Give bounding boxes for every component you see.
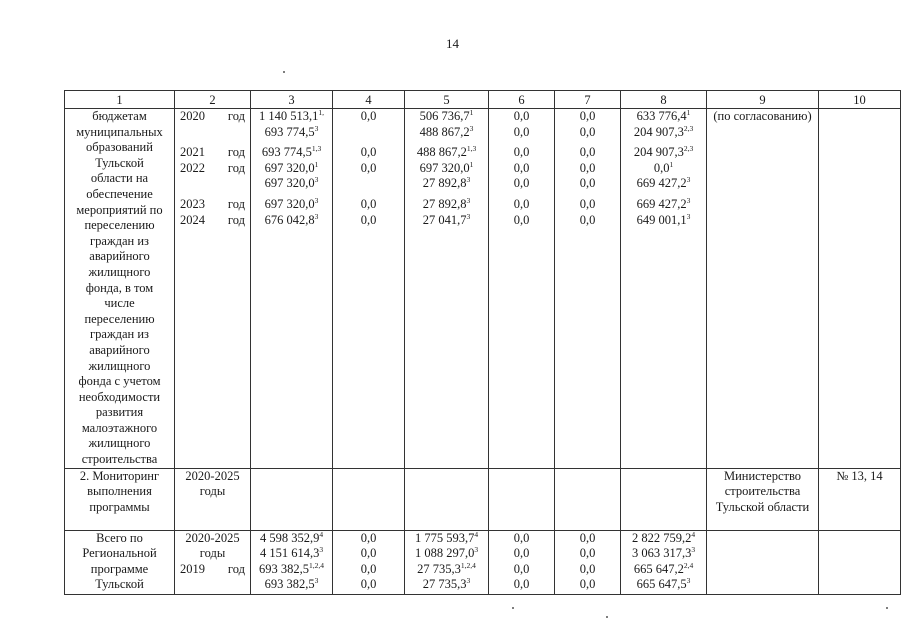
value-line: 3 063 317,3$^3$ <box>631 545 696 561</box>
regional-cell <box>405 109 489 469</box>
value-line: переселению <box>84 311 155 326</box>
value-line: 0,0 <box>579 577 596 592</box>
scan-speck <box>606 616 608 618</box>
header-cell: 4 <box>333 91 405 109</box>
footnote-mark: 3 <box>691 545 696 555</box>
value-line: 0,0 <box>579 196 596 211</box>
year-line: 2022 год <box>180 160 245 175</box>
year-line: 2024 год <box>180 212 245 227</box>
period-unit: годы <box>199 484 226 499</box>
value-line: 0,0 <box>513 109 530 123</box>
value-line: 1 775 593,7$^4$ <box>414 529 479 545</box>
value-line: 0,0 <box>513 160 530 175</box>
value-line: 0,0 <box>360 212 377 227</box>
header-cell: 5 <box>405 91 489 109</box>
value-line: муниципальных <box>76 124 163 139</box>
value-line: 0,0 <box>579 109 596 123</box>
value-line: 27 041,7$^3$ <box>422 211 471 227</box>
year-line: 2019 год <box>180 561 245 576</box>
period-range: 2020-2025 <box>185 530 240 545</box>
header-cell: 2 <box>175 91 251 109</box>
value-line: 0,0 <box>513 561 530 576</box>
value-line: 0,0 <box>360 561 377 576</box>
value-line: граждан из <box>90 233 149 248</box>
footnote-mark: 3 <box>314 576 319 586</box>
scan-speck <box>283 71 285 73</box>
value-line: $0,0^1$ <box>653 159 674 175</box>
value-line: 693 774,5$^3$ <box>264 123 319 139</box>
footnote-mark: 1 <box>469 107 474 117</box>
value-line: 0,0 <box>579 212 596 227</box>
footnote-mark: 1 <box>469 159 474 169</box>
value-line: образований <box>86 140 153 155</box>
description-cell <box>65 109 175 469</box>
header-cell: 6 <box>489 91 555 109</box>
footnote-mark: 1 <box>686 107 691 117</box>
value-line: 4 151 614,3$^3$ <box>259 545 324 561</box>
total-cell <box>251 109 333 469</box>
value-line: 0,0 <box>360 160 377 175</box>
local-cell <box>489 468 555 530</box>
period-cell <box>175 468 251 530</box>
value-line: фонда, в том <box>85 280 154 295</box>
spacer-line <box>336 125 401 141</box>
other-cell <box>555 530 621 594</box>
value-line: 0,0 <box>360 109 377 123</box>
footnote-mark: 4 <box>474 529 479 539</box>
value-line: 27 892,8$^3$ <box>422 175 471 191</box>
value-line: 0,0 <box>513 212 530 227</box>
footnote-mark: 1,3 <box>311 144 322 154</box>
footnote-mark: 4 <box>691 529 696 539</box>
value-line: 204 907,3$^{2,3}$ <box>633 144 694 160</box>
footnote-mark: 3 <box>466 175 471 185</box>
value-line: Тульской <box>95 155 144 170</box>
footnote-mark: 3 <box>314 195 319 205</box>
value-line: 0,0 <box>579 561 596 576</box>
fund-cell <box>621 530 707 594</box>
executor-cell <box>707 530 819 594</box>
value-line: числе <box>104 296 135 311</box>
footnote-mark: 2,4 <box>683 560 694 570</box>
header-cell: 9 <box>707 91 819 109</box>
total-cell <box>251 530 333 594</box>
value-line: 0,0 <box>513 530 530 545</box>
value-line: развития <box>95 405 144 420</box>
footnote-mark: 2,3 <box>683 144 694 154</box>
value-line: 204 907,3$^{2,3}$ <box>633 123 694 139</box>
period-unit: годы <box>199 546 226 561</box>
value-line: 665 647,5$^3$ <box>636 576 691 592</box>
year-line: 2023 год <box>180 196 245 211</box>
value-line: 488 867,2$^3$ <box>419 123 474 139</box>
footnote-mark: 2,3 <box>683 123 694 133</box>
value-line: переселению <box>84 218 155 233</box>
indicator-cell <box>819 530 901 594</box>
scan-speck <box>886 607 888 609</box>
header-cell: 10 <box>819 91 901 109</box>
value-line: жилищного <box>88 264 151 279</box>
header-cell: 3 <box>251 91 333 109</box>
value-line: 0,0 <box>360 196 377 211</box>
executor-cell <box>707 468 819 530</box>
value-line: малоэтажного <box>81 420 158 435</box>
footnote-mark: 1 <box>314 159 319 169</box>
header-cell: 8 <box>621 91 707 109</box>
footnote-mark: 3 <box>466 195 471 205</box>
value-line: 488 867,2$^{1,3}$ <box>416 144 477 160</box>
value-line: бюджетам <box>92 109 147 123</box>
value-line: 27 892,8$^3$ <box>422 195 471 211</box>
value-line: аварийного <box>89 342 150 357</box>
other-cell <box>555 109 621 469</box>
value-line: 0,0 <box>579 124 596 139</box>
federal-cell <box>333 109 405 469</box>
footnote-mark: 3 <box>469 123 474 133</box>
footnote-mark: 4 <box>319 529 324 539</box>
table-row-monitoring <box>65 468 901 530</box>
federal-cell <box>333 468 405 530</box>
value-line: 1 088 297,0$^3$ <box>414 545 479 561</box>
value-line: 693 382,5$^{1,2,4}$ <box>259 560 324 576</box>
value-line: жилищного <box>88 436 151 451</box>
value-line: Тульской <box>95 577 144 592</box>
value-line: 0,0 <box>513 145 530 160</box>
description-cell <box>65 530 175 594</box>
value-line: жилищного <box>88 358 151 373</box>
value-line: 693 382,5$^3$ <box>264 576 319 592</box>
value-line: Региональной <box>82 546 157 561</box>
federal-cell <box>333 530 405 594</box>
value-line: 697 320,0$^1$ <box>264 159 319 175</box>
program-table <box>64 90 901 595</box>
value-line: 4 598 352,9$^4$ <box>259 529 324 545</box>
footnote-mark: 1,2,4 <box>309 560 324 570</box>
page-number: 14 <box>446 36 459 51</box>
value-line: 633 776,4$^1$ <box>636 107 691 123</box>
period-range: 2020-2025 <box>185 468 240 483</box>
footnote-mark: 3 <box>686 175 691 185</box>
value-line: 697 320,0$^3$ <box>264 175 319 191</box>
regional-cell <box>405 530 489 594</box>
value-line: 665 647,2$^{2,4}$ <box>633 560 694 576</box>
year-line: 2020 год <box>180 109 245 123</box>
header-cell: 7 <box>555 91 621 109</box>
value-line: 0,0 <box>579 145 596 160</box>
value-line: фонда с учетом <box>78 374 161 389</box>
footnote-mark: 3 <box>314 211 319 221</box>
value-line: области на <box>90 171 149 186</box>
total-cell <box>251 468 333 530</box>
indicator-cell: № 13, 14 <box>819 468 901 530</box>
value-line: 0,0 <box>579 176 596 191</box>
other-cell <box>555 468 621 530</box>
value-line: 0,0 <box>360 145 377 160</box>
local-cell <box>489 530 555 594</box>
value-line: мероприятий по <box>76 202 163 217</box>
indicator-cell <box>819 109 901 469</box>
value-line: 0,0 <box>579 546 596 561</box>
footnote-mark: 1 <box>669 159 674 169</box>
description-cell: 2. Мониторинг выполнения программы <box>65 468 175 530</box>
value-line: 649 001,1$^3$ <box>636 211 691 227</box>
value-line: 693 774,5$^{1,3}$ <box>261 144 322 160</box>
scan-speck <box>512 607 514 609</box>
footnote-mark: 3 <box>466 576 471 586</box>
value-line: обеспечение <box>86 186 153 201</box>
table-row-subsidy <box>65 109 901 469</box>
value-line: 1 140 $513,1^{1,}$ <box>259 107 324 123</box>
value-line: 0,0 <box>579 160 596 175</box>
header-row <box>65 91 901 109</box>
value-line: 669 427,2$^3$ <box>636 175 691 191</box>
spacer-line <box>178 125 247 141</box>
header-cell: 1 <box>65 91 175 109</box>
value-line: Всего по <box>96 530 143 545</box>
footnote-mark: 3 <box>319 545 324 555</box>
executor-line: Тульской области <box>715 499 810 514</box>
value-line: 0,0 <box>513 176 530 191</box>
local-cell <box>489 109 555 469</box>
footnote-mark: 3 <box>686 576 691 586</box>
value-line: 27 735,3$^{1,2,4}$ <box>417 560 476 576</box>
value-line: 0,0 <box>513 546 530 561</box>
footnote-mark: 1, <box>318 107 324 117</box>
year-line: 2021 год <box>180 145 245 160</box>
fund-cell <box>621 109 707 469</box>
footnote-mark: 3 <box>314 123 319 133</box>
executor-cell: (по согласованию) <box>707 109 819 469</box>
value-line: необходимости <box>78 389 161 404</box>
value-line: 506 736,7$^1$ <box>419 107 474 123</box>
footnote-mark: 1,3 <box>466 144 477 154</box>
value-line: 0,0 <box>513 577 530 592</box>
period-cell <box>175 530 251 594</box>
value-line: 0,0 <box>360 546 377 561</box>
value-line: программе <box>90 561 149 576</box>
value-line: 676 042,8$^3$ <box>264 211 319 227</box>
executor-line: строительства <box>724 484 801 499</box>
value-line: 27 735,3$^3$ <box>422 576 471 592</box>
regional-cell <box>405 468 489 530</box>
value-line: аварийного <box>89 249 150 264</box>
footnote-mark: 3 <box>314 175 319 185</box>
footnote-mark: 3 <box>466 211 471 221</box>
value-line: строительства <box>81 452 158 467</box>
fund-cell <box>621 468 707 530</box>
value-line: 0,0 <box>360 530 377 545</box>
value-line: 0,0 <box>513 196 530 211</box>
value-line: 0,0 <box>513 124 530 139</box>
footnote-mark: 3 <box>686 211 691 221</box>
table-row-total <box>65 530 901 594</box>
footnote-mark: 1,2,4 <box>460 560 476 570</box>
value-line: 697 320,0$^1$ <box>419 159 474 175</box>
value-line: 2 822 759,2$^4$ <box>631 529 696 545</box>
value-line: 0,0 <box>579 530 596 545</box>
value-line: 697 320,0$^3$ <box>264 195 319 211</box>
footnote-mark: 3 <box>474 545 479 555</box>
value-line: граждан из <box>90 327 149 342</box>
footnote-mark: 3 <box>686 195 691 205</box>
spacer-line <box>178 176 247 192</box>
value-line: 0,0 <box>360 577 377 592</box>
period-cell <box>175 109 251 469</box>
value-line: 669 427,2$^3$ <box>636 195 691 211</box>
executor-line: Министерство <box>723 468 802 483</box>
spacer-line <box>336 176 401 192</box>
